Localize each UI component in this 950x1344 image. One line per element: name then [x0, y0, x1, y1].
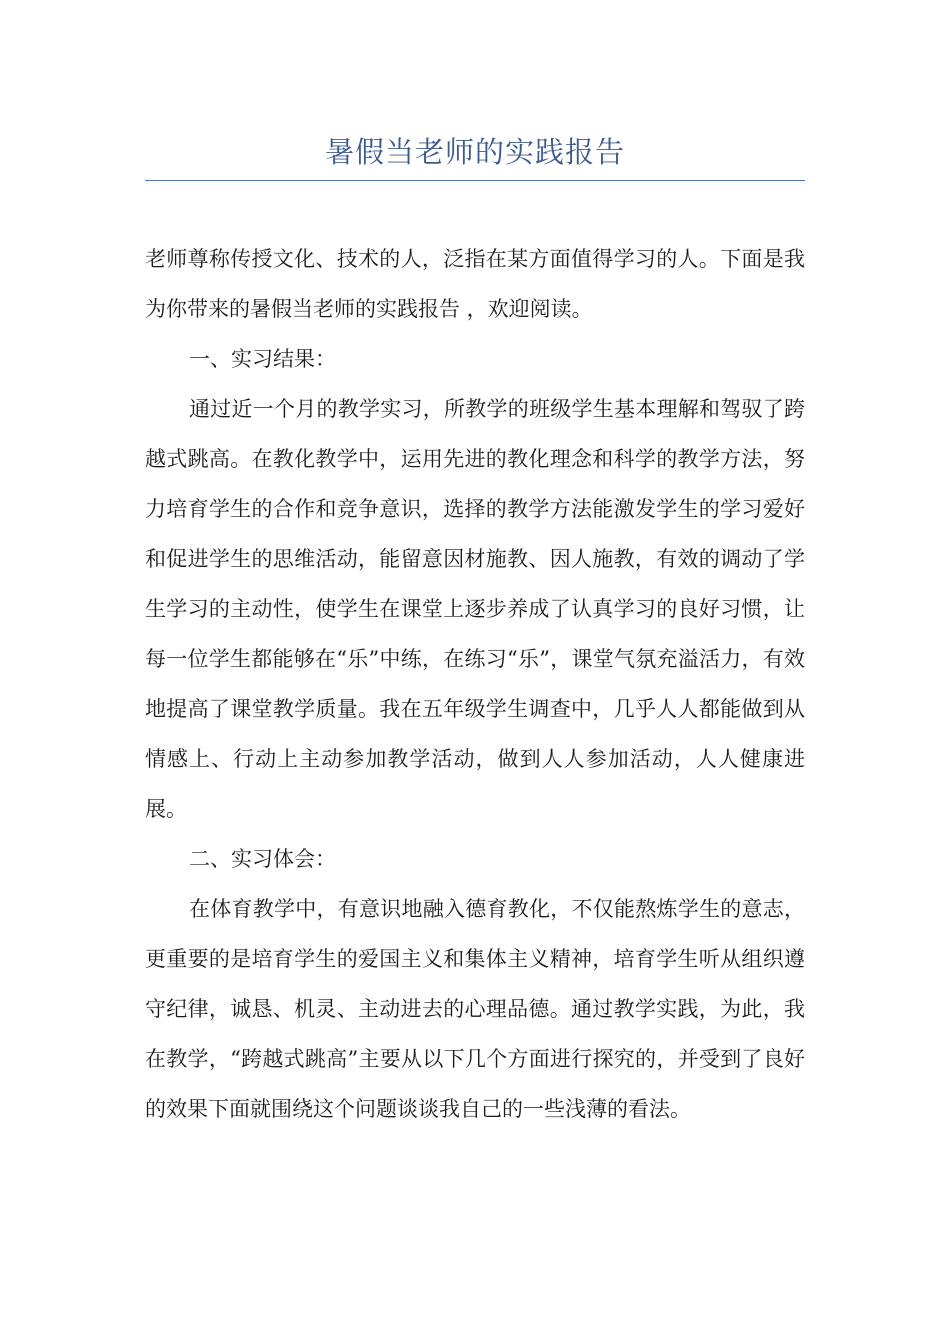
title-underline [145, 180, 805, 181]
section-paragraph-experience: 在体育教学中，有意识地融入德育教化，不仅能熬炼学生的意志，更重要的是培育学生的爱国主义和集体主义精神，培育学生听从组织遵守纪律，诚恳、机灵、主动进去的心理品德。通过教学实践，为此，我在教学，“跨越式跳高”主要从以下几个方面进行探究的，并受到了良好的效果下面就围绕这个问题谈谈我自己的一些浅薄的看法。 [145, 897, 805, 1121]
section-paragraph-results: 通过近一个月的教学实习，所教学的班级学生基本理解和驾驭了跨越式跳高。在教化教学中，运用先进的教化理念和科学的教学方法，努力培育学生的合作和竞争意识，选择的教学方法能激发学生的学习爱好和促进学生的思维活动，能留意因材施教、因人施教，有效的调动了学生学习的主动性，使学生在课堂上逐步养成了认真学习的良好习惯，让每一位学生都能够在“乐”中练，在练习“乐”，课堂气氛充溢活力，有效地提高了课堂教学质量。我在五年级学生调查中，几乎人人都能做到从情感上、行动上主动参加教学活动，做到人人参加活动，人人健康进展。 [145, 397, 805, 821]
intro-paragraph: 老师尊称传授文化、技术的人，泛指在某方面值得学习的人。下面是我为你带来的暑假当老师的实践报告 ，欢迎阅读。 [145, 247, 805, 321]
section-heading-results: 一、实习结果： [189, 347, 336, 371]
section-heading-experience: 二、实习体会： [189, 847, 336, 871]
document-body [145, 234, 805, 1134]
document-title: 暑假当老师的实践报告 [324, 135, 625, 169]
